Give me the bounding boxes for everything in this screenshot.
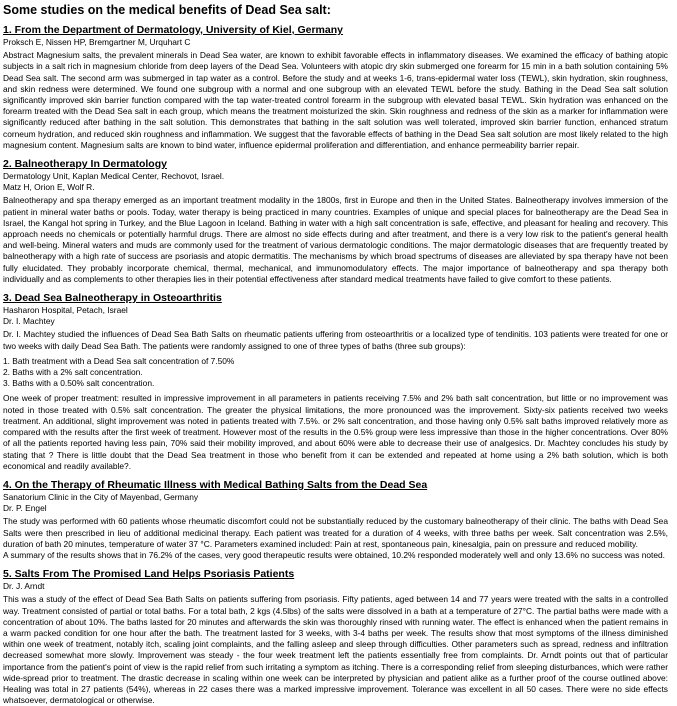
section-authors: Proksch E, Nissen HP, Bremgartner M, Urquhart C (3, 37, 191, 47)
list-item: 2. Baths with a 2% salt concentration. (3, 367, 143, 378)
list-item: 1. Bath treatment with a Dead Sea salt concentration of 7.50% (3, 355, 235, 366)
section-heading: 4. On the Therapy of Rheumatic Illness with Medical Bathing Salts from the Dead Sea (3, 478, 428, 491)
section-authors: Dr. J. Arndt (3, 581, 45, 592)
section-heading: 1. From the Department of Dermatology, University of Kiel, Germany (3, 24, 343, 36)
section-heading: 3. Dead Sea Balneotherapy in Osteoarthritis (3, 292, 222, 305)
document-page (0, 2, 671, 706)
section-paragraph: Dr. I. Machtey studied the influences of Dead Sea Bath Salts on rheumatic patients uffering from osteoarthritis or a localized type of tendinitis. 103 patients were treated for one or two weeks with daily Dead Sea Bath. The patients were randomly assigned to one of three types of baths (three sub groups): (3, 329, 668, 351)
study-section-5 (3, 568, 668, 706)
study-section-3 (3, 292, 668, 472)
section-institution: Dermatology Unit, Kaplan Medical Center, Rechovot, Israel. (3, 171, 225, 182)
concentration-list (3, 356, 668, 390)
section-paragraph: One week of proper treatment: resulted in impressive improvement in all parameters in patients receiving 7.5% and 2% bath salt concentration, but little or no improvement was noted in those treated with 0.5% salt concentration. The greater the physical limitations, the more pronounced was the improvement. Sixty-six patients received two weeks treatment. An additional, slight improvement was noted in patients treated with 7.5%. or 2% salt concentration, and those having only 0.5% salt baths improved relatively more as compared with the results after the first week of treatment. However most of the results in the 0.5% group were less impressive than those in the higher concentrations. Over 80% of all the patients reported having less pain, 70% said their mobility improved, and about 60% were able to decrease their use of analgesics. Dr. Machtey concludes his study by stating that ? There is little doubt that the Dead Sea treatment in those who benefit from it can be extended and repeated at home using a 2% bath solution, which is both economical and readily available?. (3, 393, 668, 471)
section-authors: Dr. I. Machtey (3, 316, 55, 327)
section-paragraph: This was a study of the effect of Dead Sea Bath Salts on patients suffering from psoriasis. Fifty patients, aged between 14 and 77 years were treated with the salts in a controlled way. Treatment consisted of partial or total baths. For a total bath, 2 kgs (4.5lbs) of the salts were dissolved in a bath at a temperature of 27°C. The partial baths were made with a concentration of about 10%. The baths lasted for 20 minutes and afterwards the skin was thoroughly rinsed with running water. The effect is enhanced when the patient remains in a warm packed condition for one hour after the bath. The treatment lasted for 3 weeks, with 3-4 baths per week. The results show that most symptoms of the illness diminished within one week of treatment, notably itch, scaling joint complaints, and the falling asleep and sleep through difficulties. Other parameters such as spread, redness and infiltration decreased somewhat more slowly. Improvement was steady - the four week treatment left the patients essentially free from complaints. Dr. Arndt points out that of particular importance from the patient's point of view is the rapid relief from such irritating a symptom as itching. There is a corresponding relief from sleeping disturbances, which were rather wide-spread prior to treatment. The drastic decrease in scaling within one week can be interpreted by physician and patient alike as a further proof of the course outlined above: Healing was total in 27 patients (54%), whereas in 22 cases there was a marked impressive improvement. Tolerance was excellent in all 50 cases. There were no side effects whatsoever, dermatological or otherwise. (3, 594, 668, 706)
section-authors: Matz H, Orion E, Wolf R. (3, 182, 95, 193)
section-institution: Hasharon Hospital, Petach, Israel (3, 305, 128, 316)
study-section-1 (3, 24, 668, 151)
section-summary: A summary of the results shows that in 76.2% of the cases, very good therapeutic results were obtained, 10.2% responded moderately well and only 13.6% no success was noted. (3, 549, 665, 560)
section-heading: 5. Salts From The Promised Land Helps Psoriasis Patients (3, 568, 295, 581)
section-institution: Sanatorium Clinic in the City of Mayenbad, Germany (3, 491, 199, 502)
section-heading: 2. Balneotherapy In Dermatology (3, 158, 167, 171)
list-item: 3. Baths with a 0.50% salt concentration. (3, 378, 155, 389)
section-authors: Dr. P. Engel (3, 503, 47, 514)
study-section-2 (3, 158, 668, 285)
study-section-4 (3, 479, 668, 561)
section-paragraph: Abstract Magnesium salts, the prevalent minerals in Dead Sea water, are known to exhibit favorable effects in inflammatory diseases. We examined the efficacy of bathing atopic subjects in a salt rich in magnesium chloride from deep layers of the Dead Sea. Volunteers with atopic dry skin submerged one forearm for 15 min in a bath solution containing 5% Dead Sea salt. The second arm was submerged in tap water as a control. Before the study and at weeks 1-6, trans-epidermal water loss (TEWL), skin hydration, skin roughness, and skin redness were determined. We found one subgroup with a normal and one subgroup with an elevated TEWL before the study. Bathing in the Dead Sea salt solution significantly improved skin barrier function compared with the tap water-treated control forearm in the subgroup with elevated basal TEWL. Skin hydration was enhanced on the forearm treated with the Dead Sea salt in each group, which means the treatment moisturized the skin. Skin roughness and redness of the skin as a marker for inflammation were significantly reduced after bathing in the salt solution. This demonstrates that bathing in the salt solution was well tolerated, improved skin barrier function, enhanced stratum corneum hydration, and reduced skin roughness and inflammation. We suggest that the favorable effects of bathing in the Dead Sea salt solution are most likely related to the high magnesium content. Magnesium salts are known to bind water, influence epidermal proliferation and differentiation, and enhance permeability barrier repair. (3, 50, 668, 150)
section-paragraph: Balneotherapy and spa therapy emerged as an important treatment modality in the 1800s, first in Europe and then in the United States. Balneotherapy involves immersion of the patient in mineral water baths or pools. Today, water therapy is being practiced in many countries. Examples of unique and special places for balneotherapy are the Dead Sea in Israel, the Kangal hot spring in Turkey, and the Blue Lagoon in Iceland. Bathing in water with a high salt concentration is safe, effective, and pleasant for healing and recovery. This approach needs no chemicals or potentially harmful drugs. There are almost no side effects during and after treatment, and there is a very low risk to the patient's general health and well-being. Mineral waters and muds are commonly used for the treatment of various dermatologic conditions. The major dermatologic diseases that are frequently treated by balneotherapy with a high rate of success are psoriasis and atopic dermatitis. The mechanisms by which broad spectrums of diseases are alleviated by spa therapy have not been fully elucidated. They probably incorporate chemical, thermal, mechanical, and immunomodulatory effects. The major importance of balneotherapy and spa therapy both individually and as complements to other therapies lies in their potential effectiveness after standard medical treatments have failed to give comfort to these patients. (3, 195, 668, 284)
page-title: Some studies on the medical benefits of Dead Sea salt: (3, 3, 331, 17)
section-paragraph: The study was performed with 60 patients whose rheumatic discomfort could not be substantially reduced by the customary balneotherapy of their clinic. The baths with Dead Sea Salts were then prescribed in lieu of additional medicinal therapy. Each patient was treated for a duration of 4 weeks, with three baths per week. Salt concentration was 2.5%, duration of bath 20 minutes, temperature of water 37 °C. Parameters examined included: Pain at rest, spontaneous pain, kinesalgia, pain on pressure and reduced mobility. (3, 516, 668, 549)
